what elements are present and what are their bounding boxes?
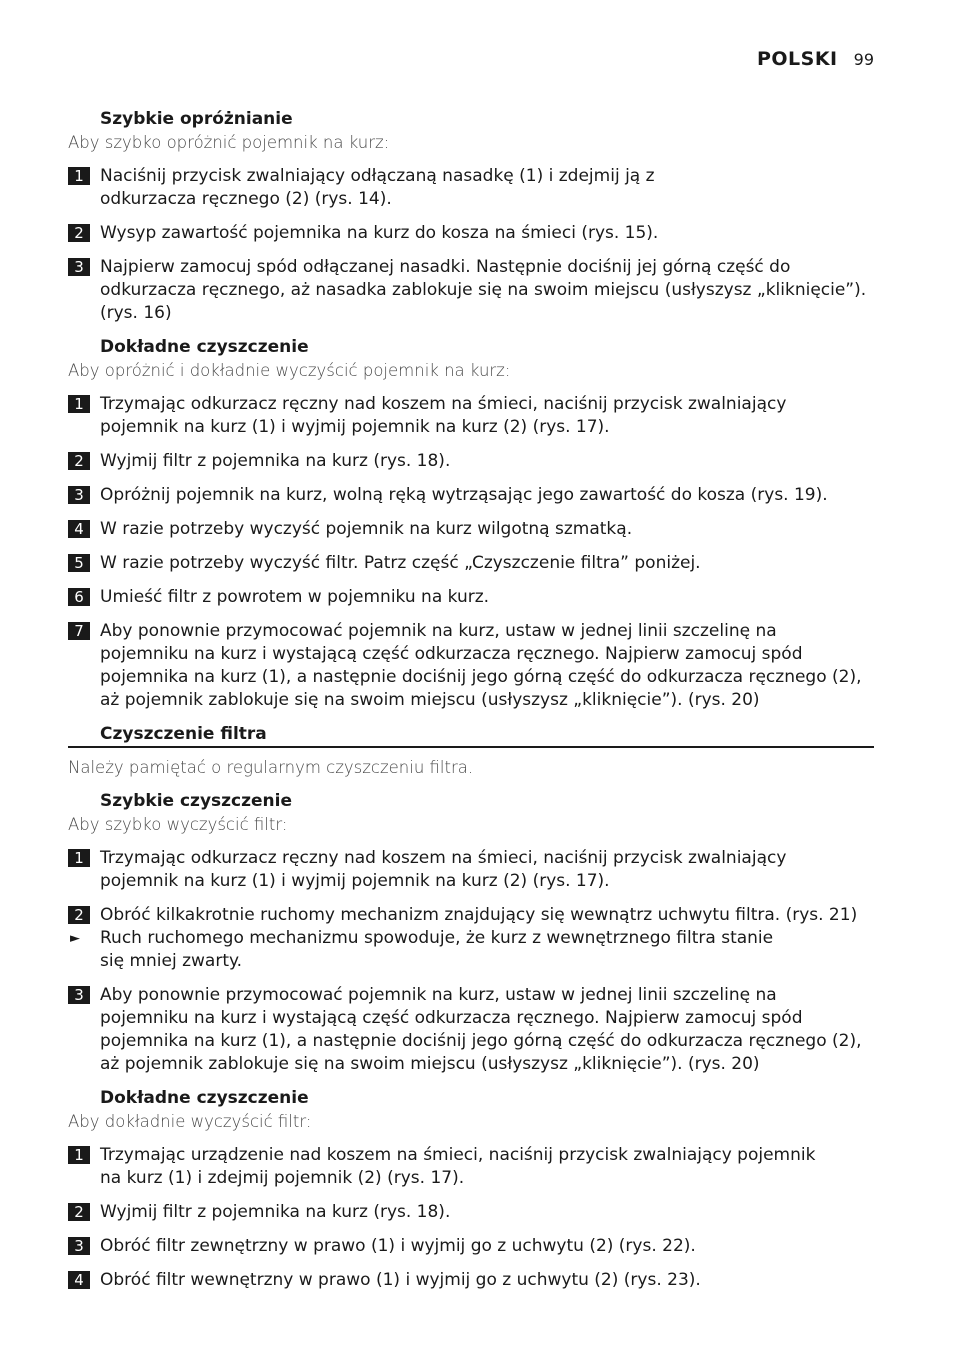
step-text: Trzymając odkurzacz ręczny nad koszem na śmieci, naciśnij przycisk zwalniający pojemnik na kurz (1) i wyjmij pojemnik na kurz (2) (rys. 17). xyxy=(100,848,787,891)
step-number-badge: 3 xyxy=(68,258,90,276)
step-number-badge: 3 xyxy=(68,486,90,504)
section-intro: Aby szybko wyczyścić filtr: xyxy=(68,815,288,834)
step-number-badge: 6 xyxy=(68,588,90,606)
step-number-badge: 7 xyxy=(68,622,90,640)
step-result xyxy=(68,927,874,973)
step-text: Naciśnij przycisk zwalniający odłączaną nasadkę (1) i zdejmij ją z odkurzacza ręcznego (2) (rys. 14). xyxy=(100,166,655,209)
step-number-badge: 1 xyxy=(68,395,90,413)
step-number-badge: 2 xyxy=(68,452,90,470)
step-item xyxy=(68,222,874,245)
step-number-badge: 3 xyxy=(68,986,90,1004)
step-text: Obróć kilkakrotnie ruchomy mechanizm znajdujący się wewnątrz uchwytu filtra. (rys. 21) xyxy=(100,905,858,925)
step-item xyxy=(68,586,874,609)
step-text: Obróć filtr wewnętrzny w prawo (1) i wyjmij go z uchwytu (2) (rys. 23). xyxy=(100,1270,701,1290)
step-item xyxy=(68,1201,874,1224)
section-heading-thorough-filter-cleaning: Dokładne czyszczenie xyxy=(100,1088,309,1108)
step-text: Najpierw zamocuj spód odłączanej nasadki. Następnie dociśnij jej górną część do odkurzacza ręcznego, aż nasadka zablokuje się na swoim miejscu (usłyszysz „kliknięcie”). (rys. 16) xyxy=(100,257,867,323)
step-number-badge: 1 xyxy=(68,167,90,185)
page-header xyxy=(757,48,874,70)
step-number-badge: 3 xyxy=(68,1237,90,1255)
step-item xyxy=(68,847,874,893)
step-item xyxy=(68,1144,874,1190)
result-arrow-icon: ► xyxy=(70,931,80,946)
step-text: Opróżnij pojemnik na kurz, wolną ręką wytrząsając jego zawartość do kosza (rys. 19). xyxy=(100,485,828,505)
section-heading-quick-cleaning: Szybkie czyszczenie xyxy=(100,791,292,811)
step-item xyxy=(68,1235,874,1258)
step-text: Wysyp zawartość pojemnika na kurz do kosza na śmieci (rys. 15). xyxy=(100,223,659,243)
step-item-with-result xyxy=(68,904,874,973)
step-item xyxy=(68,256,874,325)
step-item xyxy=(68,518,874,541)
step-number-badge: 4 xyxy=(68,1271,90,1289)
step-text: Umieść filtr z powrotem w pojemniku na kurz. xyxy=(100,587,490,607)
step-number-badge: 2 xyxy=(68,224,90,242)
step-text: W razie potrzeby wyczyść filtr. Patrz część „Czyszczenie filtra” poniżej. xyxy=(100,553,701,573)
step-text: W razie potrzeby wyczyść pojemnik na kurz wilgotną szmatką. xyxy=(100,519,633,539)
page-content xyxy=(68,108,874,1303)
step-number-badge: 2 xyxy=(68,906,90,924)
step-item xyxy=(68,484,874,507)
step-text: Aby ponownie przymocować pojemnik na kurz, ustaw w jednej linii szczelinę na pojemniku na kurz i wystającą część odkurzacza ręcznego. Najpierw zamocuj spód pojemnika na kurz (1), a następnie dociśnij jego górną część do odkurzacza ręcznego (2), aż pojemnik zablokuje się na swoim miejscu (usłyszysz „kliknięcie”). (rys. 20) xyxy=(100,985,862,1074)
page-number: 99 xyxy=(853,50,874,69)
section-intro: Aby szybko opróżnić pojemnik na kurz: xyxy=(68,133,390,152)
section-intro: Aby dokładnie wyczyścić filtr: xyxy=(68,1112,312,1131)
step-number-badge: 2 xyxy=(68,1203,90,1221)
step-item xyxy=(68,165,874,211)
step-number-badge: 1 xyxy=(68,849,90,867)
step-text: Obróć filtr zewnętrzny w prawo (1) i wyjmij go z uchwytu (2) (rys. 22). xyxy=(100,1236,696,1256)
step-item xyxy=(68,393,874,439)
language-label: POLSKI xyxy=(756,48,838,70)
step-item xyxy=(68,552,874,575)
step-item xyxy=(68,450,874,473)
section-heading-quick-emptying: Szybkie opróżnianie xyxy=(100,109,293,129)
step-text: Wyjmij filtr z pojemnika na kurz (rys. 18). xyxy=(100,1202,451,1222)
step-number-badge: 5 xyxy=(68,554,90,572)
step-item xyxy=(68,904,874,927)
result-text: Ruch ruchomego mechanizmu spowoduje, że kurz z wewnętrznego filtra stanie się mniej zwarty. xyxy=(100,928,774,971)
step-text: Aby ponownie przymocować pojemnik na kurz, ustaw w jednej linii szczelinę na pojemniku na kurz i wystającą część odkurzacza ręcznego. Najpierw zamocuj spód pojemnika na kurz (1), a następnie dociśnij jego górną część do odkurzacza ręcznego (2), aż pojemnik zablokuje się na swoim miejscu (usłyszysz „kliknięcie”). (rys. 20) xyxy=(100,621,862,710)
step-item xyxy=(68,620,874,712)
step-text: Trzymając odkurzacz ręczny nad koszem na śmieci, naciśnij przycisk zwalniający pojemnik na kurz (1) i wyjmij pojemnik na kurz (2) (rys. 17). xyxy=(100,394,787,437)
section-heading-thorough-cleaning: Dokładne czyszczenie xyxy=(100,337,309,357)
section-intro: Aby opróżnić i dokładnie wyczyścić pojemnik na kurz: xyxy=(68,361,511,380)
step-number-badge: 1 xyxy=(68,1146,90,1164)
step-text: Trzymając urządzenie nad koszem na śmieci, naciśnij przycisk zwalniający pojemnik na kurz (1) i zdejmij pojemnik (2) (rys. 17). xyxy=(100,1145,816,1188)
section-title-filter-cleaning: Czyszczenie filtra xyxy=(68,723,874,748)
step-item xyxy=(68,1269,874,1292)
section-intro: Należy pamiętać o regularnym czyszczeniu filtra. xyxy=(68,758,474,777)
step-item xyxy=(68,984,874,1076)
step-text: Wyjmij filtr z pojemnika na kurz (rys. 18). xyxy=(100,451,451,471)
step-number-badge: 4 xyxy=(68,520,90,538)
